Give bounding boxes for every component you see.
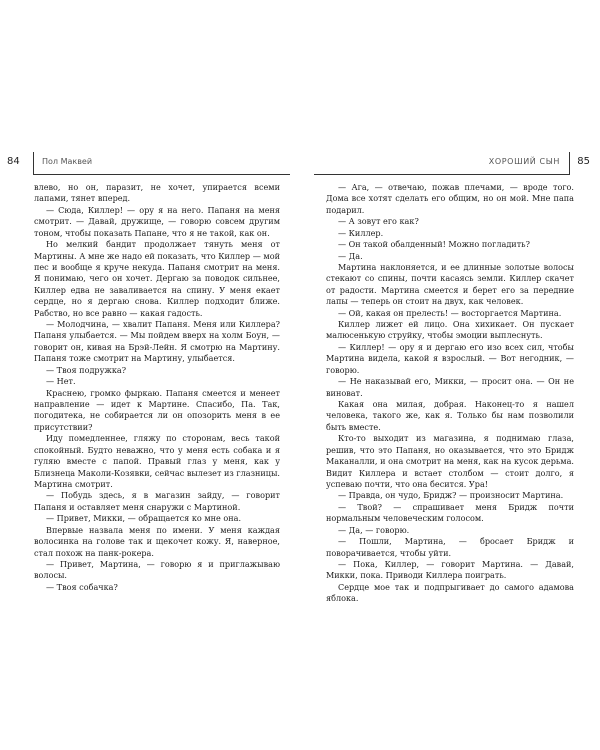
right-page-text bbox=[326, 182, 574, 605]
paragraph: Киллер лижет ей лицо. Она хихикает. Он пускает малюсенькую струйку, чтобы эмоции выплеснуть. bbox=[326, 319, 574, 341]
right-page bbox=[312, 150, 596, 604]
paragraph: — Не наказывай его, Микки, — просит она. — Он не виноват. bbox=[326, 376, 574, 398]
page-top-margin bbox=[0, 0, 600, 150]
paragraph: — Привет, Мартина, — говорю я и приглажываю волосы. bbox=[34, 558, 280, 581]
paragraph: — Твоя подружка? bbox=[46, 364, 127, 375]
left-page-text bbox=[34, 182, 280, 593]
paragraph: — Сюда, Киллер! — ору я на него. Папаня на меня смотрит. — Давай, дружище, — говорю совсем другим тоном, чтобы показать Папане, что я не такой, как он. bbox=[34, 204, 280, 238]
paragraph: Но мелкий бандит продолжает тянуть меня от Мартины. А мне же надо ей показать, что Киллер — мой пес и вообще я круче некуда. Папаня смотрит на меня. Я понимаю, чего он хочет. Дергаю за поводок сильнее, Киллер едва не заваливается на спину. У меня екает сердце, но я дергаю снова. Киллер подходит ближе. Рабство, но все равно — какая гадость. bbox=[34, 239, 280, 318]
paragraph: — Киллер! — ору я и дергаю его изо всех сил, чтобы Мартина видела, какой я взрослый. — Вот негодник, — говорю. bbox=[326, 341, 574, 375]
paragraph: Впервые назвала меня по имени. У меня каждая волосинка на голове так и щекочет кожу. Я, наверное, стал похож на панк-рокера. bbox=[34, 524, 280, 558]
header-divider bbox=[33, 152, 34, 174]
paragraph: — А зовут его как? bbox=[338, 216, 419, 227]
paragraph: — Молодчина, — хвалит Папаня. Меня или Киллера? Папаня улыбается. — Мы пойдем вверх на холм Боун, — говорит он, кивая на Брэй-Лейн. Я смотрю на Мартину. Папаня тоже смотрит на Мартину, улыбается. bbox=[34, 319, 280, 364]
paragraph: — Побудь здесь, я в магазин зайду, — говорит Папаня и оставляет меня снаружи с Мартиной. bbox=[34, 490, 280, 512]
paragraph: Какая она милая, добрая. Наконец-то я нашел человека, такого же, как я. Только бы нам позволили быть вместе. bbox=[326, 399, 574, 432]
paragraph: Краснею, громко фыркаю. Папаня смеется и менеет направление — идет к Мартине. Спасибо, Па. Так, погодитека, не собирается ли он опозорить меня в ее присутствии? bbox=[34, 387, 280, 432]
paragraph: — Твой? — спрашивает меня Бридж почти нормальным человеческим голосом. bbox=[326, 501, 574, 524]
right-running-head-title: ХОРОШИЙ СЫН bbox=[488, 157, 560, 166]
paragraph: — Да. bbox=[338, 250, 363, 261]
paragraph: — Киллер. bbox=[338, 227, 384, 238]
left-running-head-author: Пол Маквей bbox=[42, 157, 93, 166]
paragraph: влево, но он, паразит, не хочет, упирается всеми лапами, тянет вперед. bbox=[34, 182, 280, 204]
left-page bbox=[6, 150, 290, 592]
paragraph: Иду помедленнее, гляжу по сторонам, весь такой спокойный. Будто неважно, что у меня есть собака и я гуляю вместе с папой. Правый глаз у меня, как у Близнеца Маколи-Козявки, сейчас вылезет из глазницы. Мартина смотрит. bbox=[34, 433, 281, 489]
paragraph: — Пока, Киллер, — говорит Мартина. — Давай, Микки, пока. Приводи Киллера поиграть. bbox=[326, 558, 574, 581]
paragraph: — Правда, он чудо, Бридж? — произносит Мартина. bbox=[338, 490, 564, 501]
paragraph: — Ага, — отвечаю, пожав плечами, — вроде того. Дома все хотят сделать его общим, но он мой. Мне папа подарил. bbox=[326, 182, 574, 215]
header-rule bbox=[314, 174, 570, 175]
paragraph: — Привет, Микки, — обращается ко мне она. bbox=[46, 513, 242, 524]
left-page-number: 84 bbox=[7, 156, 20, 167]
paragraph: — Пошли, Мартина, — бросает Бридж и поворачивается, чтобы уйти. bbox=[326, 536, 574, 558]
paragraph: — Он такой обалденный! Можно погладить? bbox=[338, 239, 530, 250]
paragraph: — Ой, какая он прелесть! — восторгается Мартина. bbox=[338, 307, 562, 318]
header-divider bbox=[569, 152, 570, 174]
paragraph: Мартина наклоняется, и ее длинные золотые волосы стекают со спины, почти касаясь земли. Киллер скачет от радости. Мартина смеется и берет его за передние лапы — теперь он стоит на двух, как человек. bbox=[326, 261, 574, 307]
header-rule bbox=[33, 174, 290, 175]
left-page-header bbox=[6, 150, 290, 174]
paragraph: — Да, — говорю. bbox=[338, 524, 410, 535]
paragraph: Сердце мое так и подпрыгивает до самого адамова яблока. bbox=[326, 581, 574, 604]
paragraph: Кто-то выходит из магазина, я поднимаю глаза, решив, что это Папаня, но оказывается, что это Бридж Маканалли, и она смотрит на меня, как на кусок дерьма. Видит Киллера и встает столбом — стоит долго, я успеваю почти, что она бесится. Ура! bbox=[326, 433, 574, 489]
paragraph: — Твоя собачка? bbox=[46, 581, 118, 592]
right-page-header bbox=[312, 150, 596, 174]
paragraph: — Нет. bbox=[46, 376, 76, 387]
right-page-number: 85 bbox=[577, 156, 590, 167]
